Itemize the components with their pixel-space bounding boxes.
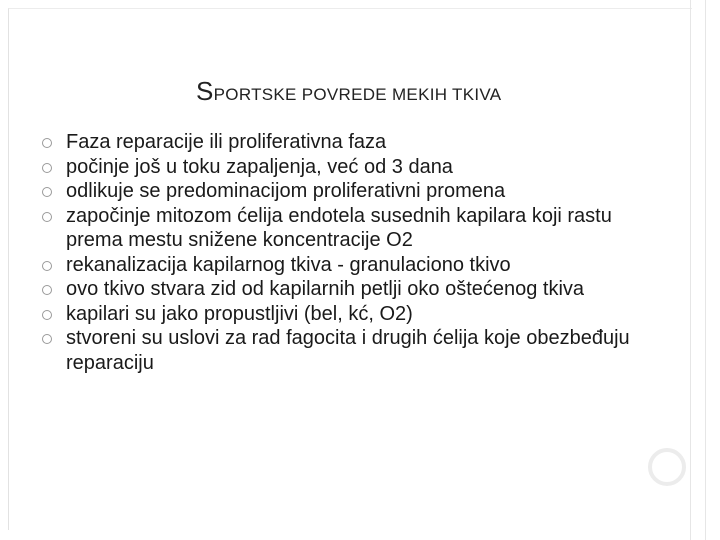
bullet-text: Faza reparacije ili proliferativna faza bbox=[66, 131, 387, 153]
slide-title-first-letter: S bbox=[196, 76, 214, 106]
circle-bullet-icon bbox=[42, 285, 52, 295]
bullet-list bbox=[42, 130, 642, 375]
bullet-text: rekanalizacija kapilarnog tkiva - granulaciono tkivo bbox=[66, 253, 511, 276]
bullet-text: ovo tkivo stvara zid od kapilarnih petlji oko oštećenog tkiva bbox=[66, 278, 585, 300]
bullet-text: kapilari su jako propustljivi (bel, kć, O2) bbox=[66, 302, 413, 325]
slide-title bbox=[196, 76, 501, 107]
bullet-text: odlikuje se predominacijom proliferativni promena bbox=[66, 180, 506, 202]
bullet-item bbox=[42, 155, 642, 180]
slide-title-rest: PORTSKE POVREDE MEKIH TKIVA bbox=[213, 85, 502, 104]
circle-bullet-icon bbox=[42, 212, 52, 222]
bullet-item bbox=[42, 179, 642, 204]
bullet-item bbox=[42, 326, 642, 375]
bullet-item bbox=[42, 253, 642, 278]
circle-bullet-icon bbox=[42, 334, 52, 344]
circle-bullet-icon bbox=[42, 163, 52, 173]
bullet-text: započinje mitozom ćelija endotela susednih kapilara koji rastu prema mestu snižene koncentracije O2 bbox=[66, 204, 612, 251]
circle-bullet-icon bbox=[42, 187, 52, 197]
circle-bullet-icon bbox=[42, 138, 52, 148]
bullet-text: počinje još u toku zapaljenja, već od 3 dana bbox=[66, 155, 453, 178]
bullet-item bbox=[42, 302, 642, 327]
slide-frame-right-border bbox=[690, 0, 706, 540]
bullet-item bbox=[42, 277, 642, 302]
corner-circle-decoration bbox=[648, 448, 686, 486]
bullet-item bbox=[42, 204, 642, 253]
circle-bullet-icon bbox=[42, 310, 52, 320]
circle-bullet-icon bbox=[42, 261, 52, 271]
bullet-item bbox=[42, 130, 642, 155]
bullet-text: stvoreni su uslovi za rad fagocita i drugih ćelija koje obezbeđuju reparaciju bbox=[66, 327, 630, 374]
